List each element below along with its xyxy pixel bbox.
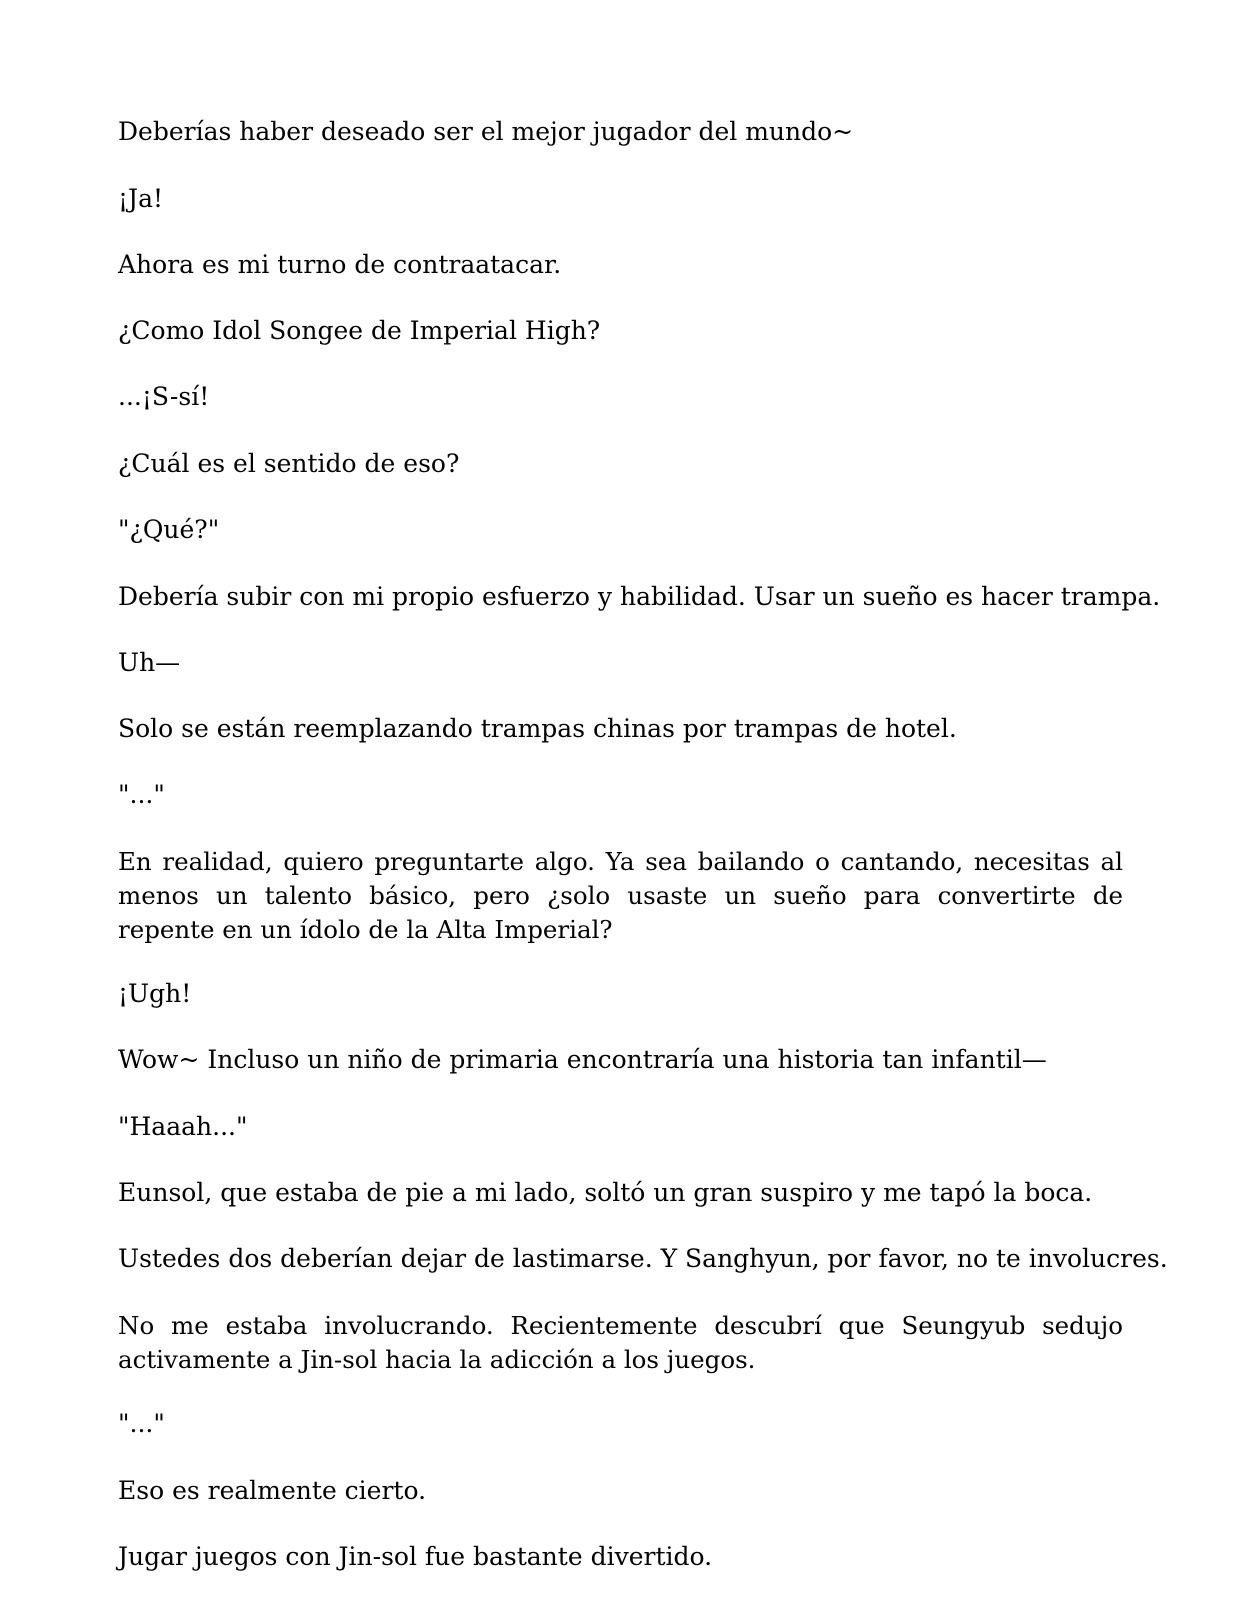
paragraph: No me estaba involucrando. Recientemente descubrí que Seungyub sedujo activamente a Jin-sol hacia la adicción a los juegos. [118, 1311, 1123, 1374]
paragraph: "¿Qué?" [118, 515, 220, 544]
paragraph: Debería subir con mi propio esfuerzo y habilidad. Usar un sueño es hacer trampa. [118, 582, 1161, 611]
paragraph: Wow~ Incluso un niño de primaria encontraría una historia tan infantil— [118, 1045, 1047, 1074]
paragraph: ¿Como Idol Songee de Imperial High? [118, 316, 601, 345]
paragraph: ¡Ugh! [118, 979, 192, 1008]
paragraph: ...¡S-sí! [118, 382, 210, 411]
paragraph: Ustedes dos deberían dejar de lastimarse. Y Sanghyun, por favor, no te involucres. [118, 1244, 1168, 1273]
paragraph: ¿Cuál es el sentido de eso? [118, 449, 460, 478]
paragraph: Jugar juegos con Jin-sol fue bastante divertido. [118, 1542, 713, 1571]
paragraph: Deberías haber deseado ser el mejor jugador del mundo~ [118, 117, 854, 146]
paragraph: "..." [118, 780, 165, 809]
paragraph: Solo se están reemplazando trampas chinas por trampas de hotel. [118, 714, 957, 743]
paragraph: "Haaah..." [118, 1112, 248, 1141]
paragraph: Ahora es mi turno de contraatacar. [118, 250, 562, 279]
paragraph: ¡Ja! [118, 184, 164, 213]
paragraph: Uh— [118, 648, 181, 677]
paragraph: En realidad, quiero preguntarte algo. Ya sea bailando o cantando, necesitas al menos un talento básico, pero ¿solo usaste un sueño para convertirte de repente en un ídolo de la Alta Imperial? [118, 847, 1123, 944]
paragraph: Eso es realmente cierto. [118, 1476, 427, 1505]
paragraph: "..." [118, 1409, 165, 1438]
paragraph: Eunsol, que estaba de pie a mi lado, soltó un gran suspiro y me tapó la boca. [118, 1178, 1093, 1207]
